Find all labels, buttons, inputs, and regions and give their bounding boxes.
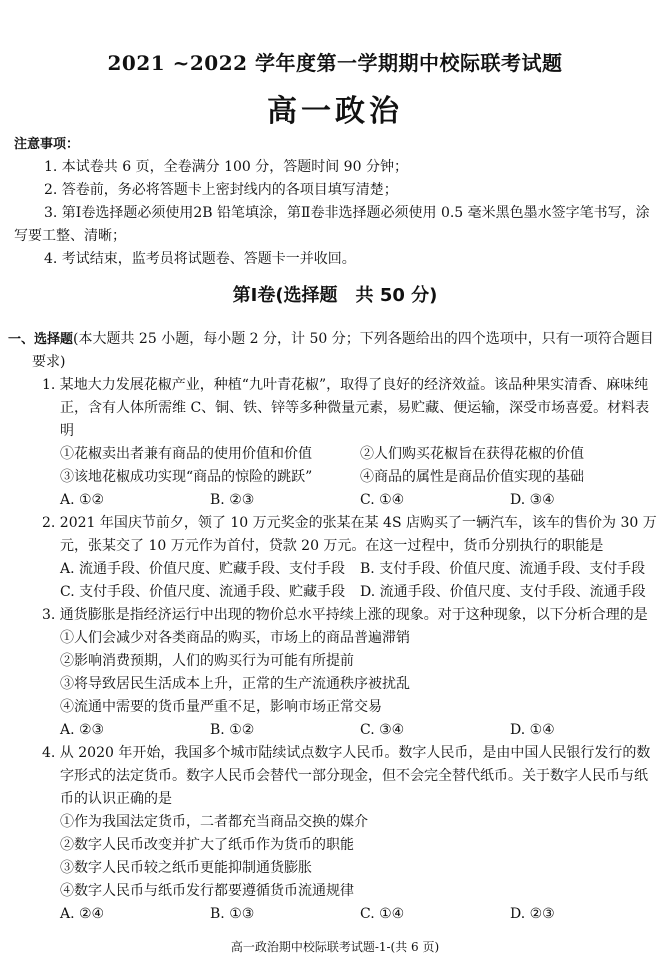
part-label: 一、选择题 <box>8 332 74 347</box>
statement: ①花椒卖出者兼有商品的使用价值和价值 <box>60 446 312 462</box>
statement: ③数字人民币较之纸币更能抑制通货膨胀 <box>60 860 312 876</box>
part-heading <box>8 328 660 374</box>
statement: ④数字人民币与纸币发行都要遵循货币流通规律 <box>60 883 354 899</box>
choice-a: A. ②③ <box>60 722 105 738</box>
choice-c: C. ①④ <box>360 906 405 922</box>
choice-c: C. 支付手段、价值尺度、流通手段、贮藏手段 <box>60 584 346 600</box>
subject-title: 高一政治 <box>267 94 403 129</box>
statement: ④流通中需要的货币量严重不足，影响市场正常交易 <box>60 699 382 715</box>
question-stem: 2. 2021 年国庆节前夕，领了 10 万元奖金的张某在某 4S 店购买了一辆汽车，该车的售价为 30 万元，张某交了 10 万元作为首付，贷款 20 万元。在这一过程中，货币分别执行的职能是 <box>42 515 657 554</box>
choice-row <box>8 581 660 604</box>
note-item: 4. 考试结束，监考员将试题卷、答题卡一并收回。 <box>44 251 356 267</box>
question-stem: 1. 某地大力发展花椒产业，种植“九叶青花椒”，取得了良好的经济效益。该品种果实清香、麻味纯正，含有人体所需维 C、铜、铁、锌等多种微量元素，易贮藏、便运输，深受市场喜爱。材料表明 <box>42 377 650 439</box>
questions-block <box>8 328 660 926</box>
notes-block <box>14 133 660 271</box>
note-item: 3. 第Ⅰ卷选择题必须使用2B 铅笔填涂，第Ⅱ卷非选择题必须使用 0.5 毫米黑色墨水签字笔书写，涂写要工整、清晰； <box>14 205 650 244</box>
statement-row <box>8 443 660 466</box>
question-stem: 3. 通货膨胀是指经济运行中出现的物价总水平持续上涨的现象。对于这种现象，以下分析合理的是 <box>42 607 648 623</box>
statement: ③将导致居民生活成本上升，正常的生产流通秩序被扰乱 <box>60 676 410 692</box>
choice-b: B. ①③ <box>210 906 255 922</box>
choice-b: B. ②③ <box>210 492 255 508</box>
choice-d: D. 流通手段、价值尺度、支付手段、流通手段 <box>360 584 646 600</box>
part-description: (本大题共 25 小题，每小题 2 分，计 50 分；下列各题给出的四个选项中，只有一项符合题目要求) <box>32 331 654 370</box>
note-item: 1. 本试卷共 6 页，全卷满分 100 分，答题时间 90 分钟； <box>44 159 408 175</box>
note-item: 2. 答卷前，务必将答题卡上密封线内的各项目填写清楚； <box>44 182 398 198</box>
choice-d: D. ①④ <box>510 722 555 738</box>
choice-d: D. ②③ <box>510 906 555 922</box>
choice-b: B. ①② <box>210 722 255 738</box>
choice-c: C. ③④ <box>360 722 405 738</box>
statement: ④商品的属性是商品价值实现的基础 <box>360 469 584 485</box>
section-title: 第Ⅰ卷(选择题 共 50 分) <box>232 285 438 306</box>
page-footer: 高一政治期中校际联考试题-1-(共 6 页) <box>230 940 440 954</box>
statement: ①作为我国法定货币，二者都充当商品交换的媒介 <box>60 814 368 830</box>
choice-row <box>8 558 660 581</box>
choice-a: A. ①② <box>60 492 105 508</box>
choice-d: D. ③④ <box>510 492 555 508</box>
notes-heading: 注意事项： <box>14 137 80 152</box>
choice-a: A. 流通手段、价值尺度、贮藏手段、支付手段 <box>60 561 346 577</box>
statement-row <box>8 466 660 489</box>
exam-title: 2021 ~2022 学年度第一学期期中校际联考试题 <box>107 51 563 75</box>
choice-row <box>8 489 660 512</box>
statement: ②数字人民币改变并扩大了纸币作为货币的职能 <box>60 837 354 853</box>
choice-c: C. ①④ <box>360 492 405 508</box>
statement: ①人们会减少对各类商品的购买，市场上的商品普遍滞销 <box>60 630 410 646</box>
choice-b: B. 支付手段、价值尺度、流通手段、支付手段 <box>360 561 646 577</box>
statement: ③该地花椒成功实现“商品的惊险的跳跃” <box>60 469 313 485</box>
choice-a: A. ②④ <box>60 906 105 922</box>
question-stem: 4. 从 2020 年开始，我国多个城市陆续试点数字人民币。数字人民币，是由中国人民银行发行的数字形式的法定货币。数字人民币会替代一部分现金，但不会完全替代纸币。关于数字人民币与纸币的认识正确的是 <box>42 745 651 807</box>
choice-row <box>8 719 660 742</box>
choice-row <box>8 903 660 926</box>
statement: ②人们购买花椒旨在获得花椒的价值 <box>360 446 584 462</box>
statement: ②影响消费预期，人们的购买行为可能有所提前 <box>60 653 354 669</box>
